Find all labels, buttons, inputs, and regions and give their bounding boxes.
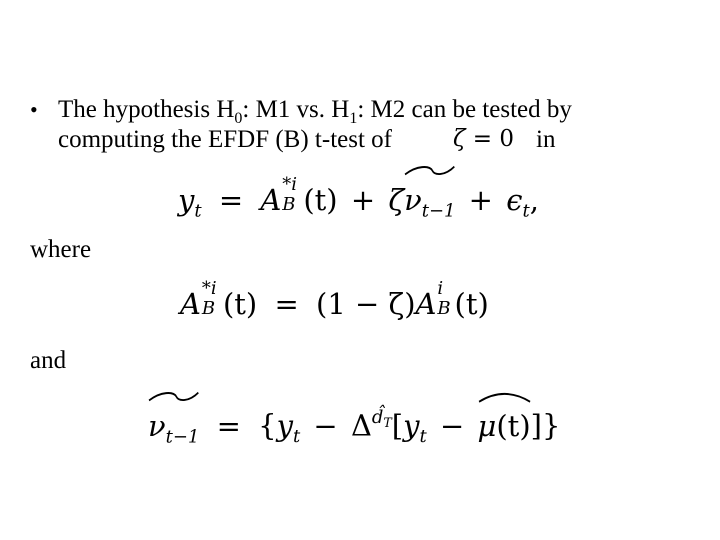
eq2-arg2: (t) — [454, 287, 489, 321]
eq1-A: A — [260, 183, 282, 217]
eq1-equals: = — [218, 183, 244, 217]
eq2-A-scripts — [201, 278, 223, 319]
zero-value: 0 — [499, 126, 515, 152]
bullet-text-part: The hypothesis H — [58, 96, 235, 123]
equals-sign: = — [472, 126, 493, 152]
eq3-d-hat: d̂ — [371, 407, 384, 428]
eq2-A-sup: *i — [201, 278, 217, 300]
eq1-A-sub: B — [282, 193, 296, 215]
eq2-factor: (1 − ζ) — [316, 287, 416, 321]
eq2-equals: = — [274, 287, 299, 321]
eq2-A2-scripts — [437, 278, 455, 319]
eq3-brace-close: } — [541, 408, 561, 443]
eq3-equals: = — [216, 408, 241, 443]
eq3-y-sub: t — [292, 425, 301, 447]
h1-subscript: 1 — [349, 110, 358, 127]
wide-hat-icon — [478, 390, 531, 403]
eq3-bracket-open: [ — [391, 408, 404, 443]
inline-hypothesis-math — [453, 124, 514, 154]
eq1-plus: + — [468, 183, 493, 217]
eq1-nu-tilde — [404, 180, 455, 231]
and-label: and — [30, 347, 67, 374]
bullet-text-part: : M2 can be tested by — [357, 96, 572, 123]
eq3-mu-hat — [478, 406, 531, 446]
wide-tilde-icon — [148, 390, 199, 403]
bullet-text-part: computing the EFDF (B) t-test of — [58, 126, 392, 153]
eq1-y-sub: t — [194, 200, 202, 222]
eq1-epsilon: ϵ — [506, 183, 523, 217]
eq1-arg: (t) — [303, 183, 338, 217]
eq3-y2: y — [403, 408, 420, 443]
eq3-y2-sub: t — [419, 425, 427, 447]
bullet-line-1 — [58, 95, 572, 125]
equation-component — [180, 278, 489, 324]
zeta-symbol: ζ — [453, 126, 466, 152]
where-label: where — [30, 236, 92, 263]
eq1-nu-sub: t−1 — [421, 200, 456, 222]
eq3-mu: μ — [477, 408, 497, 443]
equation-residual — [148, 398, 560, 457]
eq3-nu-tilde — [148, 406, 199, 457]
h0-subscript: 0 — [234, 110, 243, 127]
bullet-line-2-end — [536, 125, 555, 155]
eq3-minus: − — [439, 408, 465, 443]
eq3-brace-open: { — [258, 408, 277, 443]
eq1-A-sup: *i — [282, 174, 297, 196]
eq3-nu: ν — [148, 408, 166, 443]
eq3-delta: Δ — [350, 408, 372, 443]
bullet-text-part: : M1 vs. H — [242, 96, 350, 123]
eq1-A-scripts — [281, 174, 303, 215]
eq3-delta-sup — [372, 407, 392, 428]
eq1-plus: + — [350, 183, 376, 217]
eq3-y: y — [276, 408, 293, 443]
bullet-line-2 — [58, 125, 392, 155]
eq3-delta-sup-sub: T — [383, 414, 392, 430]
eq3-mu-arg: (t) — [496, 408, 531, 443]
eq2-A-sub: B — [201, 297, 216, 319]
eq2-A: A — [180, 287, 201, 321]
eq2-arg: (t) — [222, 287, 258, 321]
eq1-y: y — [178, 183, 195, 217]
wide-tilde-icon — [404, 164, 455, 177]
eq2-A2-sup: i — [437, 278, 444, 300]
eq1-epsilon-sub: t — [522, 200, 530, 222]
eq2-A2: A — [415, 287, 437, 321]
bullet-text-part: in — [536, 126, 556, 153]
bullet-marker: • — [30, 97, 38, 122]
eq1-zeta: ζ — [388, 183, 405, 217]
eq3-nu-sub: t−1 — [165, 425, 200, 447]
eq2-A2-sub: B — [437, 297, 451, 319]
eq3-minus: − — [313, 408, 338, 443]
equation-model — [178, 174, 539, 231]
eq1-nu: ν — [404, 183, 422, 217]
eq3-bracket-close: ] — [530, 408, 542, 443]
eq1-comma: , — [529, 183, 539, 217]
